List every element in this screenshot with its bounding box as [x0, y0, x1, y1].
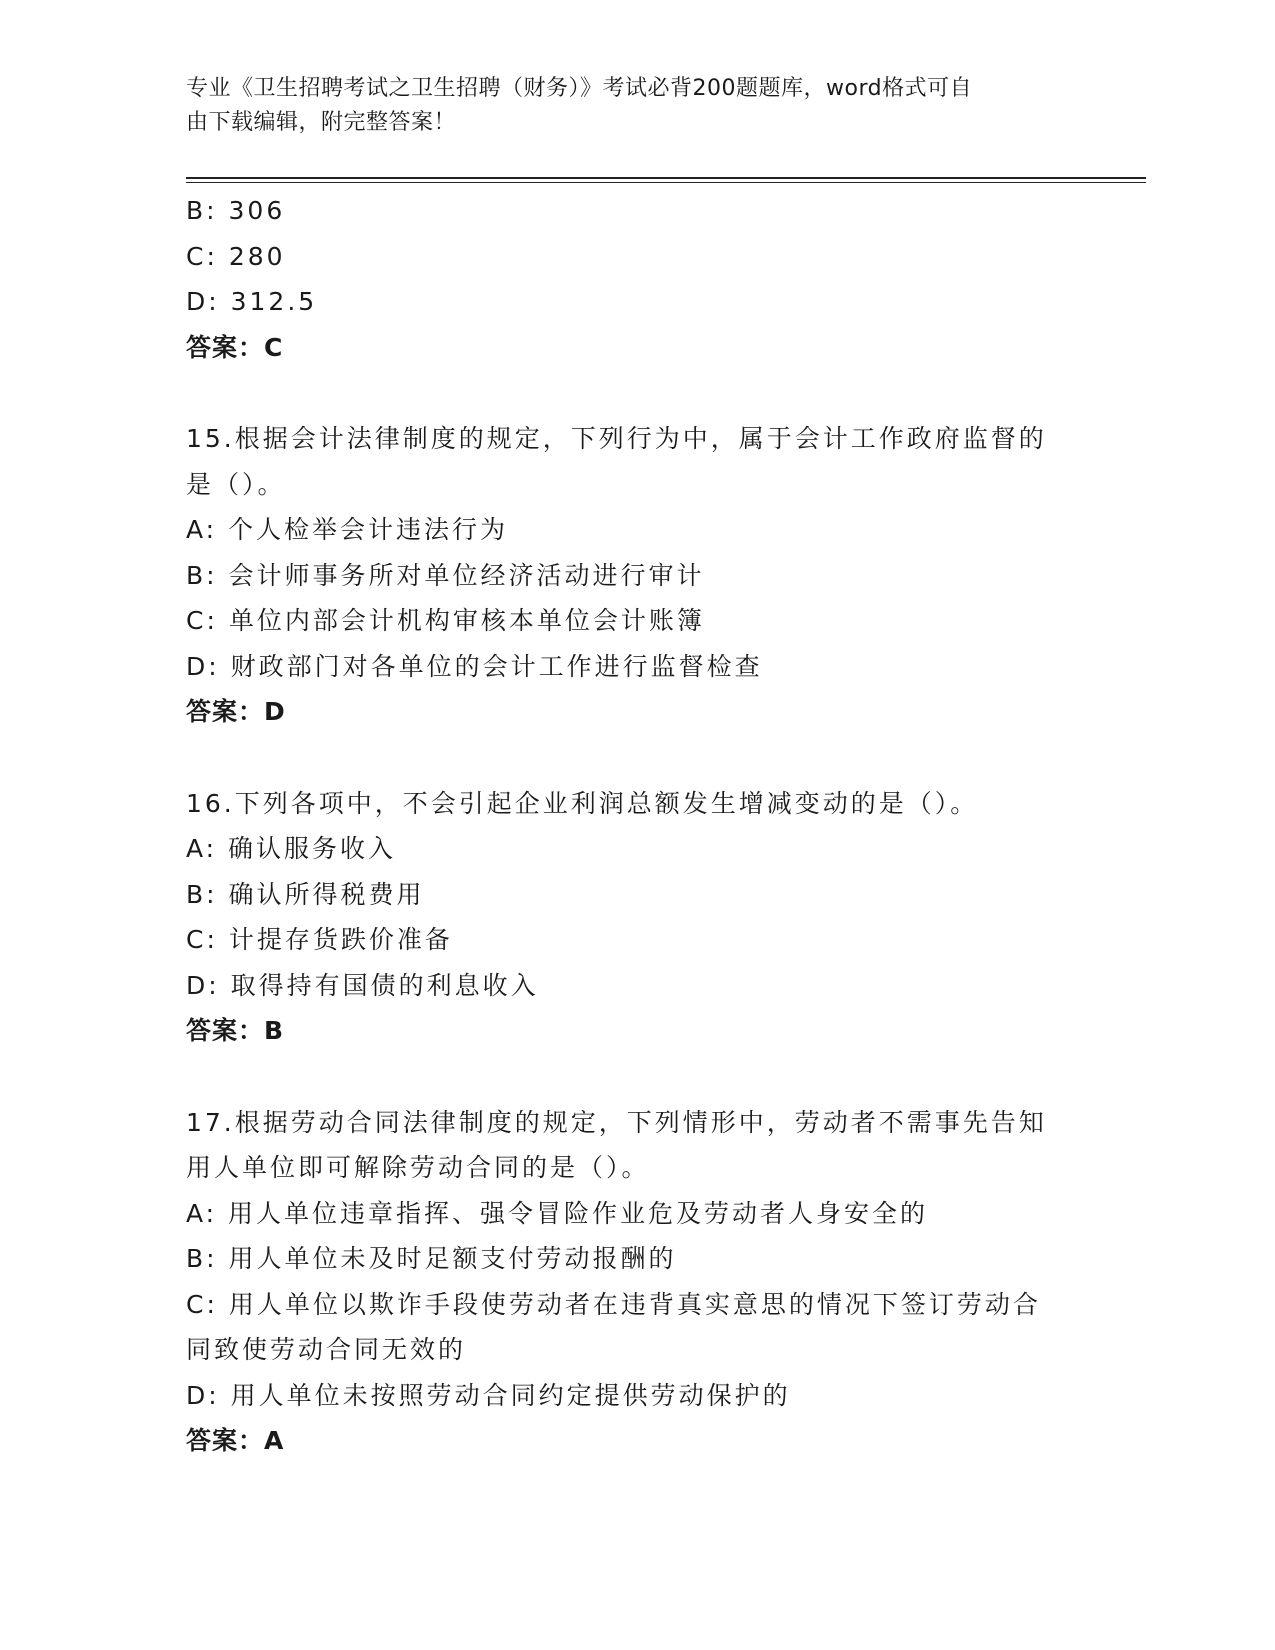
- option-a: A: 确认服务收入: [186, 834, 397, 863]
- option-b: B: 306: [186, 196, 286, 225]
- answer: 答案：A: [186, 1426, 285, 1455]
- option-d: D: 用人单位未按照劳动合同约定提供劳动保护的: [186, 1380, 791, 1410]
- question-17: [186, 1100, 1066, 1464]
- answer: 答案：C: [186, 332, 284, 362]
- question-stem: 用人单位即可解除劳动合同的是（）。: [186, 1153, 650, 1182]
- question-stem: 15.根据会计法律制度的规定，下列行为中，属于会计工作政府监督的: [186, 424, 1047, 453]
- option-a: A: 个人检举会计违法行为: [186, 515, 509, 544]
- answer: 答案：D: [186, 697, 286, 726]
- question-16: [186, 781, 1066, 1054]
- option-d: D: 312.5: [186, 287, 318, 316]
- question-stem: 17.根据劳动合同法律制度的规定，下列情形中，劳动者不需事先告知: [186, 1107, 1047, 1137]
- answer: 答案：B: [186, 1016, 285, 1045]
- option-a: A: 用人单位违章指挥、强令冒险作业危及劳动者人身安全的: [186, 1198, 929, 1228]
- option-c: C: 计提存货跌价准备: [186, 925, 453, 954]
- question-stem: 16.下列各项中，不会引起企业利润总额发生增减变动的是（）。: [186, 788, 979, 818]
- header-divider: [186, 177, 1146, 179]
- question-15: [186, 416, 1066, 735]
- option-b: B: 用人单位未及时足额支付劳动报酬的: [186, 1244, 677, 1273]
- question-stem: 是（）。: [186, 469, 286, 499]
- option-b: B: 会计师事务所对单位经济活动进行审计: [186, 560, 705, 590]
- header-divider: [186, 182, 1146, 183]
- option-c: C: 280: [186, 241, 286, 271]
- document-body: [186, 188, 1066, 1464]
- option-c: C: 用人单位以欺诈手段使劳动者在违背真实意思的情况下签订劳动合: [186, 1289, 1041, 1319]
- option-d: D: 财政部门对各单位的会计工作进行监督检查: [186, 651, 763, 681]
- option-b: B: 确认所得税费用: [186, 879, 425, 909]
- header-line: 专业《卫生招聘考试之卫生招聘（财务）》考试必背200题题库，word格式可自: [186, 76, 973, 101]
- question-carryover: [186, 188, 1066, 370]
- option-c-continued: 同致使劳动合同无效的: [186, 1335, 467, 1364]
- option-d: D: 取得持有国债的利息收入: [186, 970, 539, 1000]
- page-header: [186, 72, 1066, 140]
- option-c: C: 单位内部会计机构审核本单位会计账簿: [186, 606, 705, 635]
- header-line: 由下载编辑，附完整答案！: [186, 110, 457, 135]
